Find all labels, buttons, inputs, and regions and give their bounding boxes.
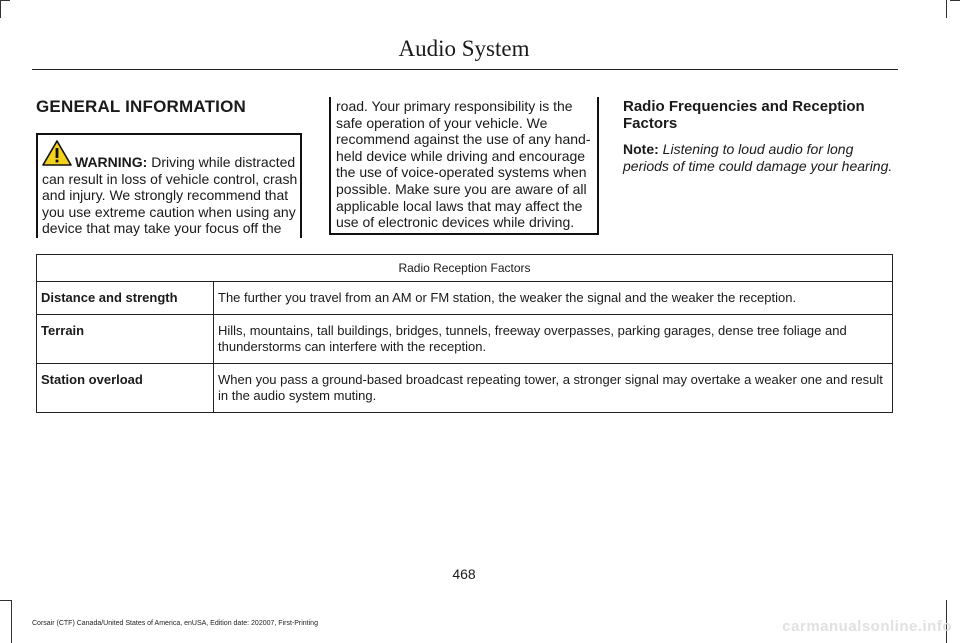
warning-text xyxy=(42,154,298,237)
page-title: Audio System xyxy=(398,36,530,61)
header-divider xyxy=(32,69,898,70)
subsection-heading: Radio Frequencies and Reception Factors xyxy=(623,98,865,132)
crop-mark xyxy=(11,600,12,643)
crop-mark xyxy=(946,0,947,18)
watermark: carmanualsonline.info xyxy=(782,618,952,635)
table-row xyxy=(37,282,893,315)
crop-mark xyxy=(0,600,11,601)
radio-reception-table xyxy=(36,254,893,413)
crop-mark xyxy=(0,0,1,18)
warning-continued-text: road. Your primary responsibility is the safe operation of your vehicle. We recommend against the use of any hand-held device while driving and encourage the use of voice-operated systems when possible. Make sure you are aware of all applicable local laws that may affect the use of electronic devices while driving. xyxy=(336,98,591,231)
table-header-row xyxy=(37,255,893,282)
note-label: Note: xyxy=(623,141,659,157)
factor-cell: Terrain xyxy=(37,315,214,364)
factor-cell: Station overload xyxy=(37,364,214,413)
warning-label: WARNING: xyxy=(75,154,148,170)
crop-mark xyxy=(950,0,960,1)
table-row xyxy=(37,315,893,364)
description-cell: The further you travel from an AM or FM station, the weaker the signal and the weaker the reception. xyxy=(214,282,893,315)
factor-cell: Distance and strength xyxy=(37,282,214,315)
page-number: 468 xyxy=(452,566,476,582)
note xyxy=(623,141,895,174)
description-cell: When you pass a ground-based broadcast repeating tower, a stronger signal may overtake a weaker one and result in the audio system muting. xyxy=(214,364,893,413)
warning-body: Driving while distracted can result in loss of vehicle control, crash and injury. We strongly recommend that you use extreme caution when using any device that may take your focus off the xyxy=(42,154,298,237)
table-row xyxy=(37,364,893,413)
crop-mark xyxy=(0,0,10,1)
description-cell: Hills, mountains, tall buildings, bridges, tunnels, freeway overpasses, parking garages, dense tree foliage and thunderstorms can interfere with the reception. xyxy=(214,315,893,364)
footer-edition: Corsair (CTF) Canada/United States of America, enUSA, Edition date: 202007, First-Printing xyxy=(32,620,318,627)
note-body: Listening to loud audio for long periods of time could damage your hearing. xyxy=(623,141,893,174)
table-caption: Radio Reception Factors xyxy=(37,255,893,282)
section-heading: GENERAL INFORMATION xyxy=(36,97,246,116)
